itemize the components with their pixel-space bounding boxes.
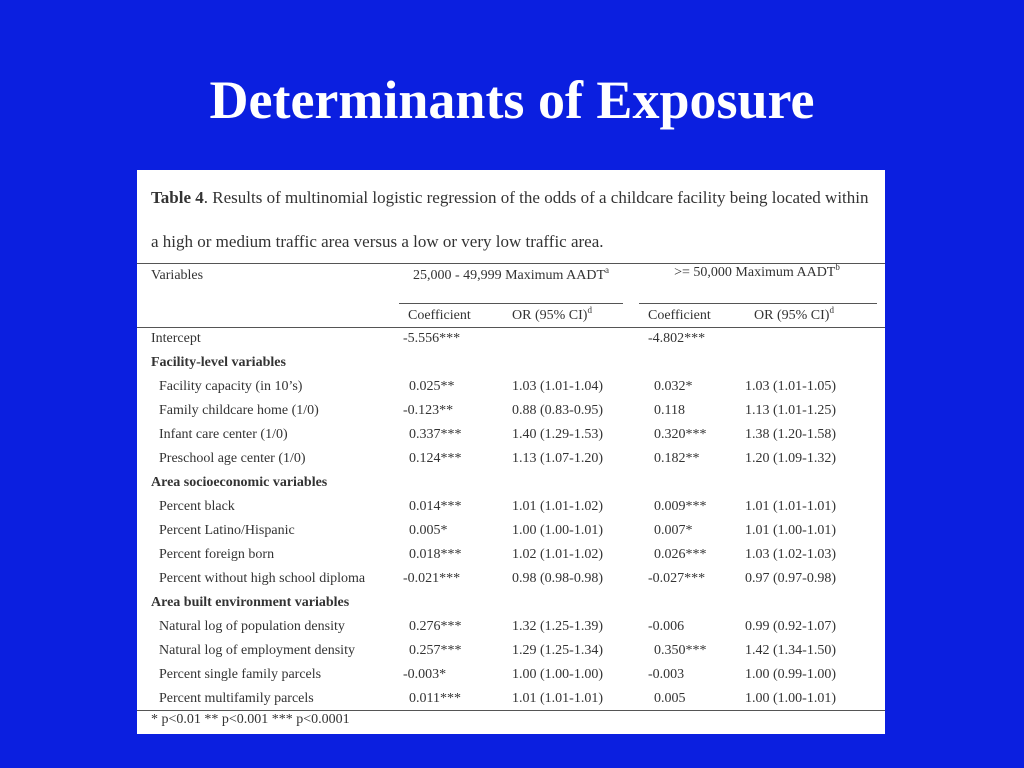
coefficient-1-cell: 0.018*** [409,547,462,562]
row-label: Facility capacity (in 10’s) [159,379,303,394]
table-image-panel [137,170,885,734]
row-label: Percent black [159,499,235,514]
or-1-cell: 1.13 (1.07-1.20) [512,451,603,466]
header-or-2: OR (95% CI)$^d$ [754,305,834,323]
coefficient-1-cell: 0.011*** [409,691,461,706]
coefficient-1-cell: 0.005* [409,523,448,538]
coefficient-1-cell: 0.337*** [409,427,462,442]
or-1-cell: 1.00 (1.00-1.00) [512,667,603,682]
or-1-cell: 1.40 (1.29-1.53) [512,427,603,442]
table-bottom-rule [137,710,885,711]
coefficient-1-cell: -5.556*** [403,331,461,346]
or-1-cell: 0.88 (0.83-0.95) [512,403,603,418]
caption-text: . Results of multinomial logistic regression of the odds of a childcare facility being located within a high or medium traffic area versus a low or very low traffic area. [151,188,869,251]
row-label: Percent without high school diploma [159,571,366,586]
coefficient-2-cell: -0.003 [648,667,685,682]
group-2-rule [639,303,877,304]
coefficient-1-cell: 0.276*** [409,619,462,634]
coefficient-1-cell: 0.124*** [409,451,462,466]
coefficient-1-cell: 0.014*** [409,499,462,514]
or-1-cell: 0.98 (0.98-0.98) [512,571,603,586]
or-1-cell: 1.00 (1.00-1.01) [512,523,603,538]
coefficient-2-cell: 0.350*** [654,643,707,658]
or-2-cell: 1.38 (1.20-1.58) [745,427,836,442]
coefficient-2-cell: 0.032* [654,379,693,394]
or-2-cell: 1.00 (0.99-1.00) [745,667,836,682]
coefficient-1-cell: -0.123** [403,403,454,418]
coefficient-2-cell: -0.006 [648,619,685,634]
coefficient-2-cell: -0.027*** [648,571,706,586]
or-1-cell: 1.32 (1.25-1.39) [512,619,603,634]
header-coefficient-2: Coefficient [648,308,711,323]
or-2-cell: 1.01 (1.01-1.01) [745,499,836,514]
caption-label: Table 4 [151,188,204,207]
header-group-1: 25,000 - 49,999 Maximum AADT$^a$ [412,265,610,283]
row-label: Intercept [151,331,201,346]
header-variables: Variables [151,268,204,283]
section-heading: Area socioeconomic variables [151,475,328,490]
table-footnote: * p<0.01 ** p<0.001 *** p<0.0001 [151,712,350,727]
header-or-1: OR (95% CI)$^d$ [512,305,592,323]
or-2-cell: 0.97 (0.97-0.98) [745,571,836,586]
row-label: Family childcare home (1/0) [159,403,319,418]
header-coefficient-1: Coefficient [408,308,471,323]
row-label: Natural log of employment density [159,643,355,658]
coefficient-2-cell: 0.007* [654,523,693,538]
or-2-cell: 1.03 (1.02-1.03) [745,547,836,562]
or-1-cell: 1.02 (1.01-1.02) [512,547,603,562]
row-label: Infant care center (1/0) [159,427,288,442]
or-1-cell: 1.03 (1.01-1.04) [512,379,603,394]
or-2-cell: 1.01 (1.00-1.01) [745,523,836,538]
row-label: Preschool age center (1/0) [159,451,306,466]
or-2-cell: 0.99 (0.92-1.07) [745,619,836,634]
coefficient-2-cell: 0.320*** [654,427,707,442]
coefficient-1-cell: -0.003* [403,667,447,682]
coefficient-2-cell: 0.182** [654,451,700,466]
coefficient-1-cell: -0.021*** [403,571,461,586]
table-caption [151,176,871,264]
section-heading: Facility-level variables [151,355,286,370]
coefficient-2-cell: 0.005 [654,691,686,706]
group-1-rule [399,303,623,304]
or-2-cell: 1.03 (1.01-1.05) [745,379,836,394]
coefficient-1-cell: 0.025** [409,379,455,394]
header-bottom-rule [137,327,885,328]
coefficient-2-cell: 0.026*** [654,547,707,562]
section-heading: Area built environment variables [151,595,350,610]
or-2-cell: 1.42 (1.34-1.50) [745,643,836,658]
row-label: Natural log of population density [159,619,345,634]
row-label: Percent single family parcels [159,667,322,682]
slide-title: Determinants of Exposure [209,70,815,130]
or-1-cell: 1.01 (1.01-1.01) [512,691,603,706]
or-2-cell: 1.13 (1.01-1.25) [745,403,836,418]
row-label: Percent Latino/Hispanic [159,523,295,538]
or-1-cell: 1.29 (1.25-1.34) [512,643,603,658]
header-group-2: >= 50,000 Maximum AADT$^b$ [674,262,840,280]
or-1-cell: 1.01 (1.01-1.02) [512,499,603,514]
row-label: Percent multifamily parcels [159,691,314,706]
row-label: Percent foreign born [159,547,275,562]
coefficient-2-cell: 0.009*** [654,499,707,514]
coefficient-1-cell: 0.257*** [409,643,462,658]
coefficient-2-cell: -4.802*** [648,331,706,346]
or-2-cell: 1.20 (1.09-1.32) [745,451,836,466]
or-2-cell: 1.00 (1.00-1.01) [745,691,836,706]
coefficient-2-cell: 0.118 [654,403,685,418]
